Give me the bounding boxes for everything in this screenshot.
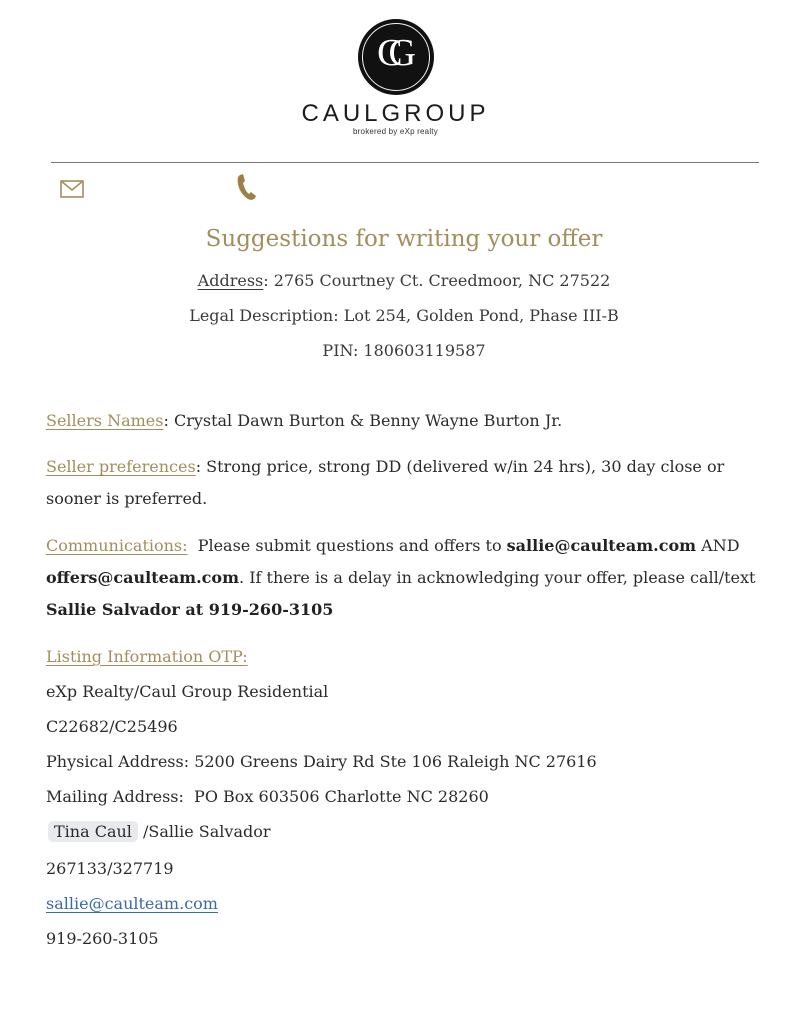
address-label: Address: [197, 271, 264, 290]
communications-label: Communications:: [46, 536, 188, 555]
mailing-address: Mailing Address: PO Box 603506 Charlotte NC 28260: [46, 787, 489, 806]
communications-email-offers[interactable]: offers@caulteam.com: [46, 568, 240, 587]
agent-ids: 267133/327719: [46, 859, 174, 878]
agent-phone: 919-260-3105: [46, 929, 159, 948]
property-address: [0, 271, 791, 290]
listing-info-label: [46, 647, 248, 666]
seller-preferences: [46, 451, 758, 515]
logo-monogram: CG: [377, 32, 402, 74]
mail-icon[interactable]: [60, 180, 84, 202]
communications-text: AND: [696, 536, 745, 555]
license-numbers: C22682/C25496: [46, 717, 178, 736]
physical-address: Physical Address: 5200 Greens Dairy Rd Ste 106 Raleigh NC 27616: [46, 752, 597, 771]
communications-text: . If there is a delay in acknowledging your offer, please call/text: [239, 568, 761, 587]
header-divider: [51, 162, 759, 163]
agent-name-rest: /Sallie Salvador: [137, 822, 271, 841]
communications-text: Please submit questions and offers to: [187, 536, 507, 555]
logo-monogram-badge: [359, 20, 433, 94]
agent-names: [46, 822, 271, 841]
seller-preferences-label: Seller preferences: [46, 457, 196, 476]
page-title: Suggestions for writing your offer: [205, 226, 603, 252]
agent-chip-tina-caul[interactable]: Tina Caul: [48, 821, 138, 842]
communications: [46, 530, 761, 626]
logo-tagline: brokered by eXp realty: [353, 127, 438, 136]
agent-email[interactable]: sallie@caulteam.com: [46, 894, 218, 913]
communications-contact: Sallie Salvador at 919-260-3105: [46, 600, 334, 619]
listing-info-label-text: Listing Information OTP:: [46, 647, 248, 666]
pin-number: PIN: 180603119587: [322, 341, 486, 360]
logo-name: CAULGROUP: [301, 100, 490, 127]
seller-preferences-value: : Strong price, strong DD (delivered w/in 24 hrs), 30 day close or sooner is preferred.: [46, 457, 725, 508]
listing-company: eXp Realty/Caul Group Residential: [46, 682, 329, 701]
logo: [0, 20, 791, 136]
sellers-names: [46, 405, 758, 437]
address-value: : 2765 Courtney Ct. Creedmoor, NC 27522: [263, 271, 611, 290]
legal-description: Legal Description: Lot 254, Golden Pond, Phase III-B: [189, 306, 619, 325]
agent-email-link[interactable]: [46, 894, 218, 913]
sellers-names-label: Sellers Names: [46, 411, 164, 430]
communications-email-sallie[interactable]: sallie@caulteam.com: [506, 536, 697, 555]
sellers-names-value: : Crystal Dawn Burton & Benny Wayne Burton Jr.: [163, 411, 563, 430]
phone-icon[interactable]: [236, 173, 260, 205]
